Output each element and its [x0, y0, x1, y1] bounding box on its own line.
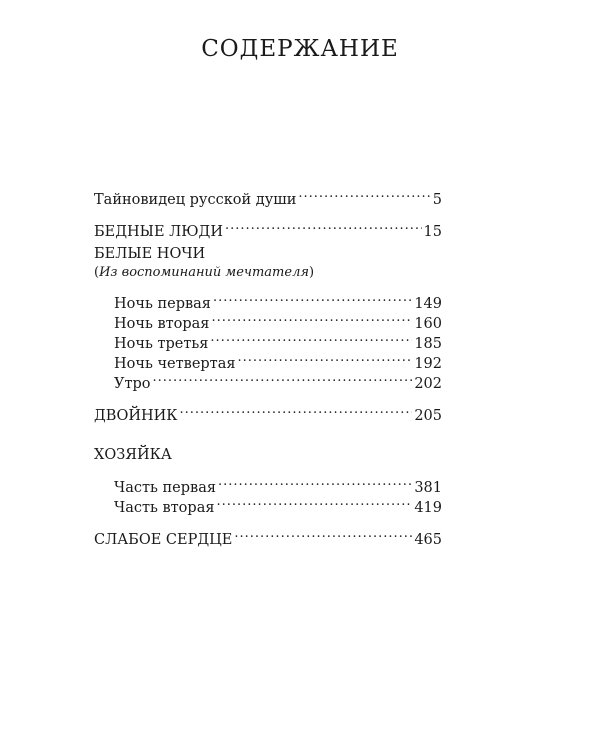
toc-entry-part-1	[114, 472, 442, 496]
toc-entry-label: ДВОЙНИК	[94, 408, 178, 424]
toc-entry-page: 419	[414, 500, 442, 516]
section-heading-belye-nochi: БЕЛЫЕ НОЧИ	[94, 246, 206, 262]
toc-entry-page: 202	[414, 376, 442, 392]
toc-entry-page: 5	[432, 192, 442, 208]
toc-entry-page: 15	[423, 224, 442, 240]
toc-entry-label: Ночь первая	[114, 296, 211, 312]
toc-entry-label: Часть вторая	[114, 500, 215, 516]
toc-entry-label: Тайновидец русской души	[94, 192, 297, 208]
toc-entry-bednye-lyudi	[94, 216, 442, 240]
dot-leader	[298, 184, 430, 204]
toc-entry-page: 160	[414, 316, 442, 332]
section-heading-khozyaika: ХОЗЯЙКА	[94, 447, 172, 463]
toc-entry-page: 185	[414, 336, 442, 352]
dot-leader	[238, 348, 413, 368]
toc-entry-label: Ночь третья	[114, 336, 209, 352]
toc-entry-page: 205	[414, 408, 442, 424]
toc-entry-label: Утро	[114, 376, 151, 392]
toc-entry-page: 381	[414, 480, 442, 496]
dot-leader	[180, 400, 413, 420]
dot-leader	[225, 216, 422, 236]
dot-leader	[218, 472, 412, 492]
dot-leader	[153, 368, 413, 388]
dot-leader	[210, 328, 412, 348]
toc-entry-page: 149	[414, 296, 442, 312]
toc-entry-slaboe-serdtse	[94, 524, 442, 548]
toc-entry-label: Ночь четвертая	[114, 356, 236, 372]
toc-entry-night-1	[114, 288, 442, 312]
toc-entry-label: Ночь вторая	[114, 316, 210, 332]
dot-leader	[217, 492, 413, 512]
toc-entry-dvoinik	[94, 400, 442, 424]
dot-leader	[211, 308, 412, 328]
toc-entry-intro	[94, 184, 442, 208]
toc-entry-page: 192	[414, 356, 442, 372]
table-of-contents	[94, 184, 442, 548]
toc-entry-label: БЕДНЫЕ ЛЮДИ	[94, 224, 223, 240]
page-title: СОДЕРЖАНИЕ	[201, 36, 399, 62]
toc-entry-morning	[114, 368, 442, 392]
dot-leader	[213, 288, 412, 308]
toc-entry-page: 465	[414, 532, 442, 548]
toc-entry-label: СЛАБОЕ СЕРДЦЕ	[94, 532, 233, 548]
section-subtitle: (Из воспоминаний мечтателя)	[94, 265, 315, 280]
toc-entry-label: Часть первая	[114, 480, 216, 496]
dot-leader	[234, 524, 412, 544]
